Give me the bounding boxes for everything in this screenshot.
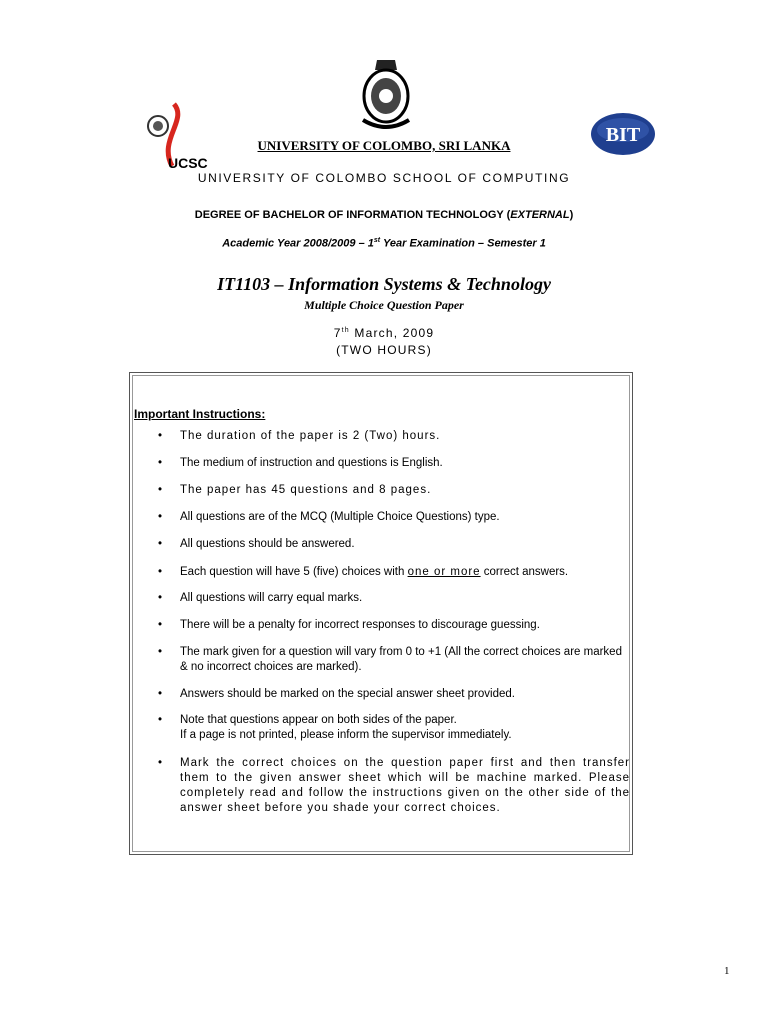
ucsc-logo-text: UCSC — [168, 155, 208, 171]
bit-logo-text: BIT — [605, 124, 641, 146]
bullet: • — [158, 592, 163, 604]
instruction-text: The medium of instruction and questions is English. — [180, 457, 443, 469]
instruction-text-line: Note that questions appear on both sides of the paper. — [180, 714, 457, 726]
exam-date — [0, 326, 768, 340]
exam-duration: (TWO HOURS) — [336, 343, 432, 357]
date-day: 7 — [333, 326, 342, 340]
instruction-text: Mark the correct choices on the question paper first and then transfer them to the given answer sheet which will be machine marked. Please completely read and follow the instructions given on the other side of the answer sheet before you shade your correct choices. — [180, 757, 630, 814]
paper-type: Multiple Choice Question Paper — [304, 298, 464, 312]
instruction-text — [180, 713, 630, 743]
instruction-text: All questions will carry equal marks. — [180, 592, 363, 604]
date-sup: th — [341, 327, 350, 334]
bullet: • — [158, 619, 163, 631]
instruction-text — [180, 565, 630, 580]
ucsc-logo — [138, 100, 218, 172]
instruction-text: All questions should be answered. — [180, 538, 355, 550]
page-number: 1 — [724, 965, 730, 977]
academic-prefix: Academic Year 2008/2009 – 1 — [222, 237, 374, 250]
underlined-emphasis: one or more — [407, 566, 481, 578]
university-crest — [355, 56, 417, 136]
instruction-text-part: Each question will have 5 (five) choices with — [180, 566, 408, 578]
bullet: • — [158, 646, 163, 658]
instruction-text: The paper has 45 questions and 8 pages. — [180, 484, 432, 496]
bullet: • — [158, 484, 163, 496]
bullet: • — [158, 538, 163, 550]
date-rest: March, 2009 — [349, 326, 435, 340]
bullet: • — [158, 688, 163, 700]
instruction-text-part: correct answers. — [480, 566, 569, 578]
academic-sup: st — [373, 237, 381, 244]
university-name: UNIVERSITY OF COLOMBO, SRI LANKA — [257, 138, 511, 153]
bullet: • — [158, 457, 163, 469]
bullet: • — [158, 511, 163, 523]
instruction-text: All questions are of the MCQ (Multiple Choice Questions) type. — [180, 511, 500, 523]
degree-title — [0, 209, 768, 221]
instruction-text-line: If a page is not printed, please inform the supervisor immediately. — [180, 729, 512, 741]
bullet: • — [158, 757, 163, 769]
academic-suffix: Year Examination – Semester 1 — [380, 237, 546, 250]
instruction-text: The duration of the paper is 2 (Two) hours. — [180, 430, 441, 442]
instruction-text: There will be a penalty for incorrect responses to discourage guessing. — [180, 619, 540, 631]
bullet: • — [158, 430, 163, 442]
degree-emphasis: EXTERNAL — [510, 209, 570, 221]
instruction-text: Answers should be marked on the special answer sheet provided. — [180, 688, 515, 700]
bullet: • — [158, 714, 163, 726]
school-name: UNIVERSITY OF COLOMBO SCHOOL OF COMPUTING — [197, 171, 571, 185]
degree-prefix: DEGREE OF BACHELOR OF INFORMATION TECHNOLOGY ( — [194, 209, 511, 221]
degree-suffix: ) — [569, 209, 574, 221]
bullet: • — [158, 566, 163, 578]
academic-year — [0, 237, 768, 250]
instructions-title: Important Instructions: — [134, 407, 266, 421]
course-title: IT1103 – Information Systems & Technology — [217, 274, 551, 294]
instruction-text: The mark given for a question will vary from 0 to +1 (All the correct choices are marked & no incorrect choices are marked). — [180, 646, 622, 673]
